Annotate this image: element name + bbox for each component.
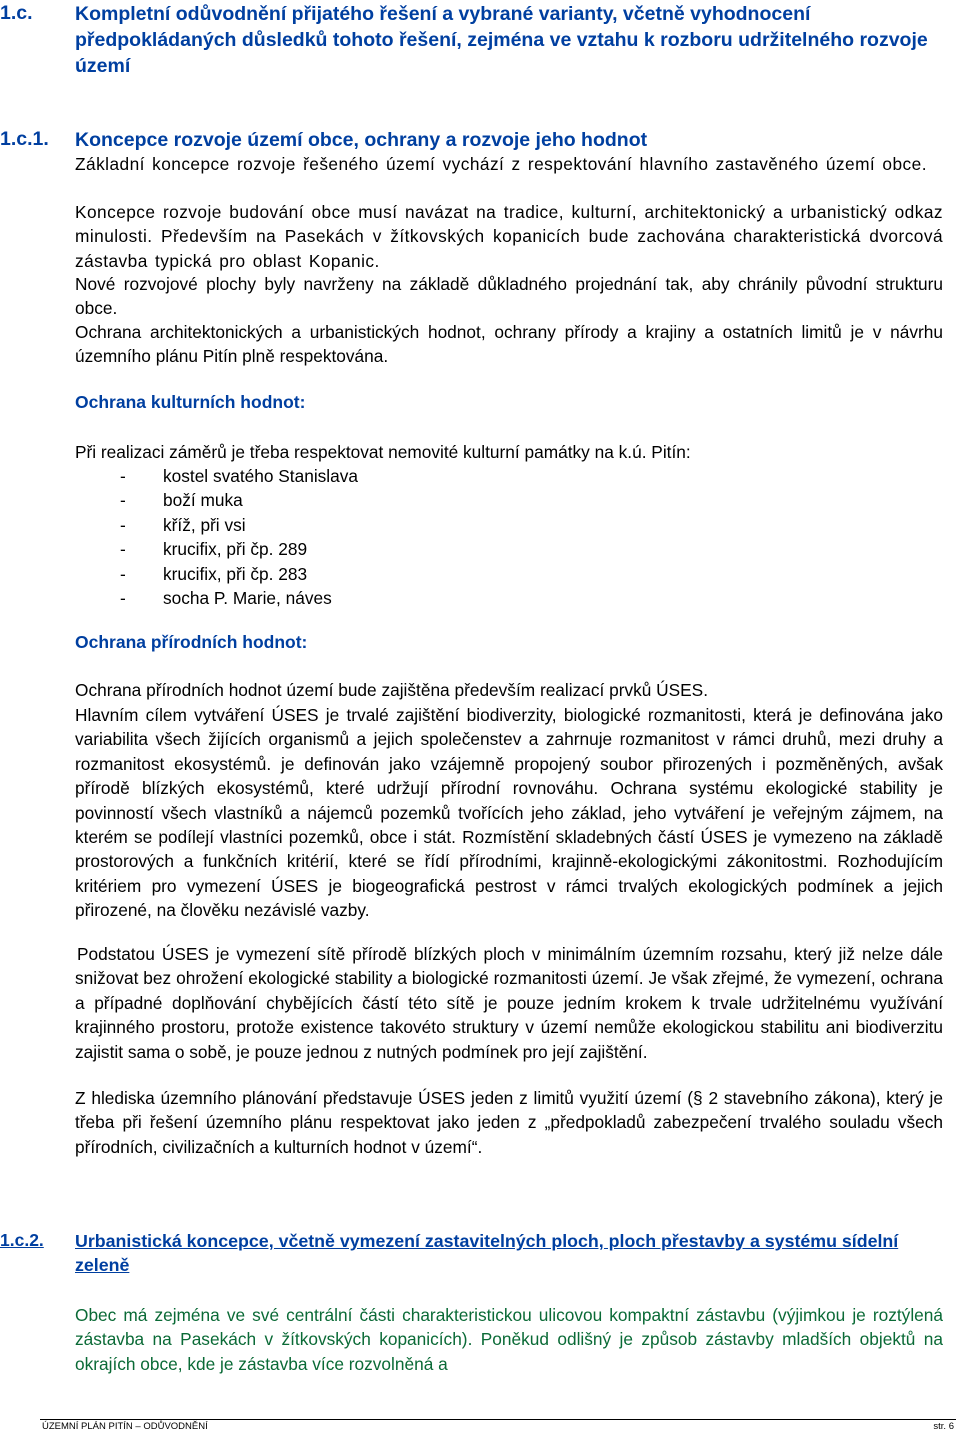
list-item-text: krucifix, při čp. 283 — [163, 563, 308, 584]
list-dash: - — [120, 514, 126, 535]
footer-document-title: ÚZEMNÍ PLÁN PITÍN – ODŮVODNĚNÍ — [42, 1421, 208, 1432]
cultural-monuments-list — [120, 464, 358, 610]
footer-divider — [40, 1419, 956, 1420]
list-item-text: kostel svatého Stanislava — [163, 466, 359, 486]
natural-values-paragraph-4: Z hlediska územního plánování představuje ÚSES jeden z limitů využití území (§ 2 stavebního zákona), který je třeba při řešení územního plánu respektovat jako jeden z „předpokladů zabezpečení trvalého souladu všech přírodních, civilizačních a kulturních hodnot v území“. — [75, 1088, 943, 1157]
list-item-text: kříž, při vsi — [163, 514, 246, 535]
heading-1c2-title: Urbanistická koncepce, včetně vymezení zastavitelných ploch, ploch přestavby a systému sídelní zeleně — [75, 1231, 899, 1275]
list-dash: - — [120, 466, 126, 486]
list-item-text: socha P. Marie, náves — [163, 588, 332, 609]
list-item — [120, 586, 358, 610]
natural-values-paragraph-1: Ochrana přírodních hodnot území bude zajištěna především realizací prvků ÚSES. — [75, 680, 709, 700]
cultural-values-intro: Při realizaci záměrů je třeba respektovat nemovité kulturní památky na k.ú. Pitín: — [75, 442, 691, 462]
natural-values-title: Ochrana přírodních hodnot: — [75, 632, 308, 652]
list-dash: - — [120, 588, 126, 609]
footer-page-number: str. 6 — [933, 1421, 954, 1432]
list-item — [120, 537, 358, 561]
section1-paragraph-4: Ochrana architektonických a urbanistických hodnot, ochrany přírody a krajiny a ostatních limitů je v návrhu územního plánu Pitín plně respektována. — [75, 322, 943, 367]
section1-paragraph-1: Základní koncepce rozvoje řešeného území vychází z respektování hlavního zastavěného území obce. — [75, 154, 927, 174]
natural-values-paragraph-3: Podstatou ÚSES je vymezení sítě přírodě blízkých ploch v minimálním územním rozsahu, který již nelze dále snižovat bez ohrožení ekologické stability a biologické rozmanitosti území. Je však zřejmé, že vymezení, ochrana a případné doplňování chybějících částí této sítě je pouze jedním krokem k trvale udržitelnému využívání krajinného prostoru, protože existence takovéto struktury v území nemůže ekologickou stabilitu ani biodiverzitu zajistit sama o sobě, je pouze jednou z nutných podmínek pro její zajištění. — [75, 944, 943, 1062]
list-item — [120, 513, 358, 537]
natural-values-paragraph-2: Hlavním cílem vytváření ÚSES je trvalé zajištění biodiverzity, biologické rozmanitosti, která je definována jako variabilita všech žijících organismů a jejich společenstev a zahrnuje rozmanitost v rámci druhů, mezi druhy a rozmanitost ekosystémů. je definován jako vzájemně propojený soubor přirozených i pozměněných, avšak přírodě blízkých ekosystémů, které udržují přírodní rovnováhu. Ochrana systému ekologické stability je povinností všech vlastníků a nájemců pozemků tvořících jeho základ, jeho vytváření je veřejným zájmem, na kterém se podílejí vlastníci pozemků, obce i stát. Rozmístění skladebných částí ÚSES je vymezeno na základě prostorových a funkčních kritérií, které se řídí přírodními, krajinně-ekologickými zákonitostmi. Rozhodujícím kritériem pro vymezení ÚSES je biogeografická pestrost v rámci trvalých ekologických podmínek a jejich přirozené, na člověku nezávislé vazby. — [75, 705, 943, 921]
list-item — [120, 464, 358, 488]
heading-1c1-number: 1.c.1. — [0, 128, 49, 150]
cultural-values-title: Ochrana kulturních hodnot: — [75, 392, 306, 412]
list-dash: - — [120, 563, 126, 584]
list-item-text: boží muka — [163, 490, 243, 511]
section1-paragraph-2: Koncepce rozvoje budování obce musí navázat na tradice, kulturní, architektonický a urbanistický odkaz minulosti. Především na Pasekách v žítkovských kopanicích bude zachována charakteristická dvorcová zástavba typická pro oblast Kopanic. — [75, 202, 943, 271]
heading-1c2-number: 1.c.2. — [0, 1230, 44, 1250]
list-dash: - — [120, 490, 126, 511]
heading-1c-number: 1.c. — [0, 2, 33, 24]
list-dash: - — [120, 539, 126, 560]
list-item — [120, 488, 358, 512]
heading-1c1-title: Koncepce rozvoje území obce, ochrany a rozvoje jeho hodnot — [75, 129, 648, 151]
section2-paragraph-1: Obec má zejména ve své centrální části charakteristickou ulicovou kompaktní zástavbu (výjimkou je roztýlená zástavba na Pasekách v žítkovských kopanicích). Poněkud odlišný je způsob zástavby mladších objektů na okrajích obce, kde je zástavba více rozvolněná a — [75, 1305, 943, 1374]
section1-paragraph-3: Nové rozvojové plochy byly navrženy na základě důkladného projednání tak, aby chránily původní strukturu obce. — [75, 274, 943, 319]
list-item-text: krucifix, při čp. 289 — [163, 539, 308, 560]
heading-1c-title: Kompletní odůvodnění přijatého řešení a vybrané varianty, včetně vyhodnocení předpokládaných důsledků tohoto řešení, zejména ve vztahu k rozboru udržitelného rozvoje území — [75, 3, 928, 77]
list-item — [120, 562, 358, 586]
